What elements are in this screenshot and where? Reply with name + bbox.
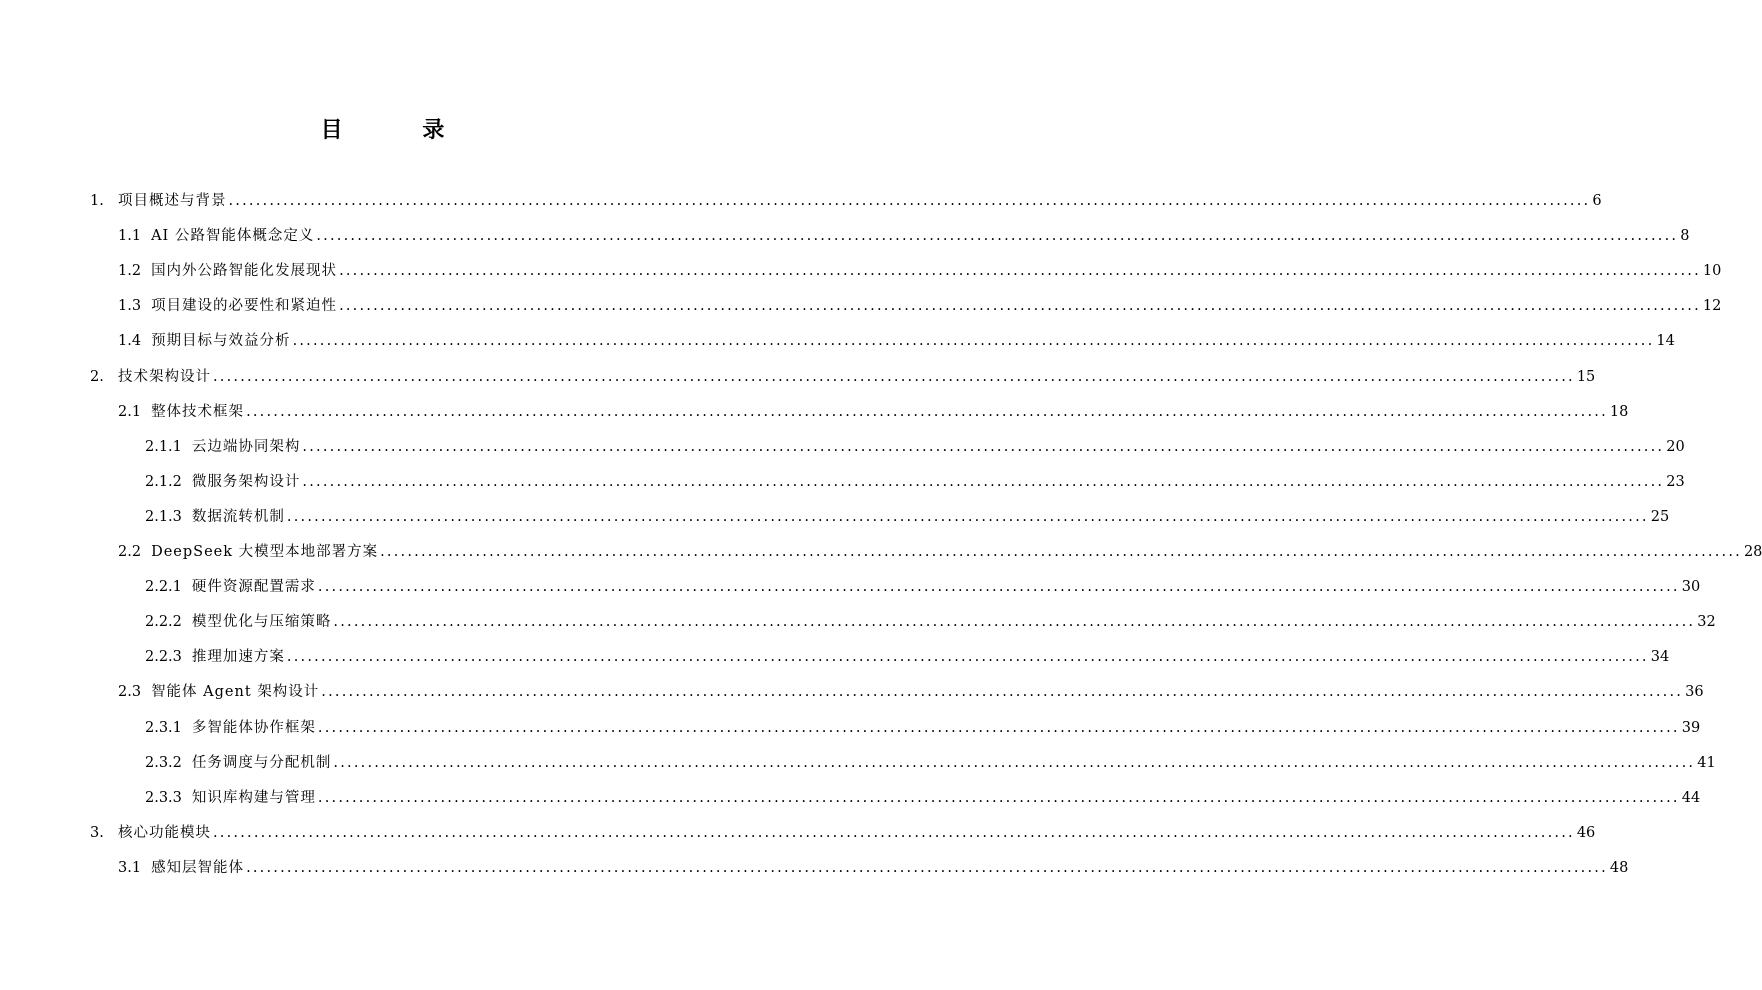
toc-entry-number: 2.1.1 bbox=[145, 438, 182, 455]
toc-entry[interactable] bbox=[118, 260, 1722, 282]
toc-entry-title: 预期目标与效益分析 bbox=[151, 333, 291, 350]
toc-entry-page: 25 bbox=[1650, 508, 1670, 525]
toc-entry-number: 2.3 bbox=[118, 684, 142, 701]
toc-entry-title: 智能体 Agent 架构设计 bbox=[151, 684, 320, 701]
toc-leader-dots: ........................................................................................................................................................................................................ bbox=[317, 719, 1680, 736]
toc-entry-page: 28 bbox=[1743, 544, 1762, 560]
toc-entry-page: 41 bbox=[1697, 754, 1716, 771]
toc-entry-number: 2.3.1 bbox=[145, 719, 182, 736]
toc-entry-title: 多智能体协作框架 bbox=[191, 719, 316, 736]
toc-entry-number: 2.1.2 bbox=[145, 473, 182, 490]
toc-leader-dots: ........................................................................................................................................................................................................ bbox=[317, 789, 1680, 806]
toc-entry-number: 1.3 bbox=[118, 298, 142, 315]
toc-entry-number: 2.2.1 bbox=[145, 579, 182, 596]
toc-entry-number: 2.1.3 bbox=[145, 508, 182, 525]
toc-entry-number: 2.2.2 bbox=[145, 614, 182, 631]
toc-entry[interactable] bbox=[118, 295, 1722, 317]
toc-entry-number: 2.1 bbox=[118, 403, 142, 420]
toc-entry-page: 12 bbox=[1702, 298, 1722, 315]
toc-title: 目 录 bbox=[320, 118, 481, 143]
toc-entry-page: 30 bbox=[1681, 579, 1701, 596]
toc-entry-title: 项目概述与背景 bbox=[118, 193, 227, 209]
toc-entry-title: 微服务架构设计 bbox=[191, 473, 301, 490]
toc-entry[interactable] bbox=[118, 681, 1704, 703]
toc-entry[interactable] bbox=[145, 646, 1670, 668]
toc-entry-number: 3.1 bbox=[118, 859, 142, 876]
toc-leader-dots: ........................................................................................................................................................................................................ bbox=[228, 193, 1591, 209]
toc-entry[interactable] bbox=[145, 471, 1685, 493]
toc-entry-page: 39 bbox=[1681, 719, 1701, 736]
toc-entry-page: 44 bbox=[1681, 789, 1701, 806]
toc-entry-number: 2.3.3 bbox=[145, 789, 182, 806]
toc-leader-dots: ........................................................................................................................................................................................................ bbox=[246, 859, 1608, 876]
toc-entry-page: 15 bbox=[1576, 368, 1596, 385]
toc-entry[interactable] bbox=[145, 752, 1716, 774]
toc-leader-dots: ........................................................................................................................................................................................................ bbox=[246, 403, 1608, 420]
toc-entry[interactable] bbox=[118, 330, 1675, 352]
toc-leader-dots: ........................................................................................................................................................................................................ bbox=[213, 824, 1575, 841]
toc-entry-page: 34 bbox=[1650, 649, 1670, 666]
toc-entry-title: 知识库构建与管理 bbox=[191, 789, 316, 806]
toc-entry-page: 46 bbox=[1576, 824, 1596, 841]
toc-entry-number: 1. bbox=[90, 193, 104, 209]
toc-entry-title: DeepSeek 大模型本地部署方案 bbox=[151, 544, 379, 560]
toc-entry-number: 2.2 bbox=[118, 544, 142, 560]
toc-entry-title: 数据流转机制 bbox=[191, 508, 285, 525]
toc-entry-page: 8 bbox=[1680, 228, 1690, 245]
toc-entry-page: 18 bbox=[1609, 403, 1629, 420]
toc-entry-page: 10 bbox=[1702, 263, 1722, 280]
toc-leader-dots: ........................................................................................................................................................................................................ bbox=[292, 333, 1655, 350]
toc-entry-number: 2.2.3 bbox=[145, 649, 182, 666]
toc-entry-page: 6 bbox=[1592, 193, 1602, 209]
toc-leader-dots: ........................................................................................................................................................................................................ bbox=[339, 298, 1701, 315]
toc-entry-page: 48 bbox=[1609, 859, 1629, 876]
toc-leader-dots: ........................................................................................................................................................................................................ bbox=[302, 438, 1665, 455]
toc-entry-page: 36 bbox=[1685, 684, 1704, 701]
toc-entry-title: 云边端协同架构 bbox=[191, 438, 301, 455]
toc-entry-number: 1.2 bbox=[118, 263, 142, 280]
toc-entry[interactable] bbox=[90, 190, 1602, 212]
toc-entry-title: 项目建设的必要性和紧迫性 bbox=[151, 298, 338, 315]
toc-leader-dots: ........................................................................................................................................................................................................ bbox=[339, 263, 1701, 280]
toc-entry-title: 国内外公路智能化发展现状 bbox=[151, 263, 338, 280]
toc-entry[interactable] bbox=[118, 401, 1629, 423]
toc-entry-number: 1.1 bbox=[118, 228, 142, 245]
toc-entry-page: 32 bbox=[1697, 614, 1716, 631]
toc-leader-dots: ........................................................................................................................................................................................................ bbox=[286, 508, 1649, 525]
toc-entry-number: 1.4 bbox=[118, 333, 142, 350]
toc-entry-number: 2.3.2 bbox=[145, 754, 182, 771]
toc-leader-dots: ........................................................................................................................................................................................................ bbox=[316, 228, 1679, 245]
toc-entry-page: 20 bbox=[1666, 438, 1685, 455]
toc-entry-title: 整体技术框架 bbox=[151, 403, 245, 420]
toc-leader-dots: ........................................................................................................................................................................................................ bbox=[380, 544, 1742, 560]
toc-entry-title: 硬件资源配置需求 bbox=[191, 579, 316, 596]
toc-entry[interactable] bbox=[118, 225, 1690, 247]
toc-entry-title: 技术架构设计 bbox=[118, 368, 211, 385]
toc-leader-dots: ........................................................................................................................................................................................................ bbox=[321, 684, 1684, 701]
toc-entry-number: 2. bbox=[90, 368, 104, 385]
toc-leader-dots: ........................................................................................................................................................................................................ bbox=[317, 579, 1680, 596]
toc-entry[interactable] bbox=[145, 717, 1701, 739]
toc-entry[interactable] bbox=[145, 787, 1701, 809]
toc-entry[interactable] bbox=[145, 436, 1685, 458]
toc-entry-title: 感知层智能体 bbox=[151, 859, 245, 876]
toc-entry-title: 核心功能模块 bbox=[118, 824, 211, 841]
toc-entry[interactable] bbox=[118, 541, 1762, 563]
toc-entry-title: 任务调度与分配机制 bbox=[191, 754, 332, 771]
toc-entry[interactable] bbox=[90, 822, 1596, 844]
toc-entry[interactable] bbox=[145, 506, 1670, 528]
toc-entry[interactable] bbox=[145, 611, 1716, 633]
toc-leader-dots: ........................................................................................................................................................................................................ bbox=[213, 368, 1575, 385]
toc-leader-dots: ........................................................................................................................................................................................................ bbox=[286, 649, 1649, 666]
toc-leader-dots: ........................................................................................................................................................................................................ bbox=[333, 754, 1696, 771]
toc-leader-dots: ........................................................................................................................................................................................................ bbox=[333, 614, 1696, 631]
toc-entry[interactable] bbox=[118, 857, 1629, 879]
toc-entry-page: 14 bbox=[1656, 333, 1675, 350]
toc-leader-dots: ........................................................................................................................................................................................................ bbox=[302, 473, 1665, 490]
toc-entry-page: 23 bbox=[1666, 473, 1685, 490]
toc-entry-title: 推理加速方案 bbox=[191, 649, 285, 666]
toc-entry-number: 3. bbox=[90, 824, 104, 841]
toc-entry-title: 模型优化与压缩策略 bbox=[191, 614, 332, 631]
toc-entry[interactable] bbox=[145, 576, 1701, 598]
toc-entry-title: AI 公路智能体概念定义 bbox=[151, 228, 315, 245]
toc-entry[interactable] bbox=[90, 366, 1596, 388]
